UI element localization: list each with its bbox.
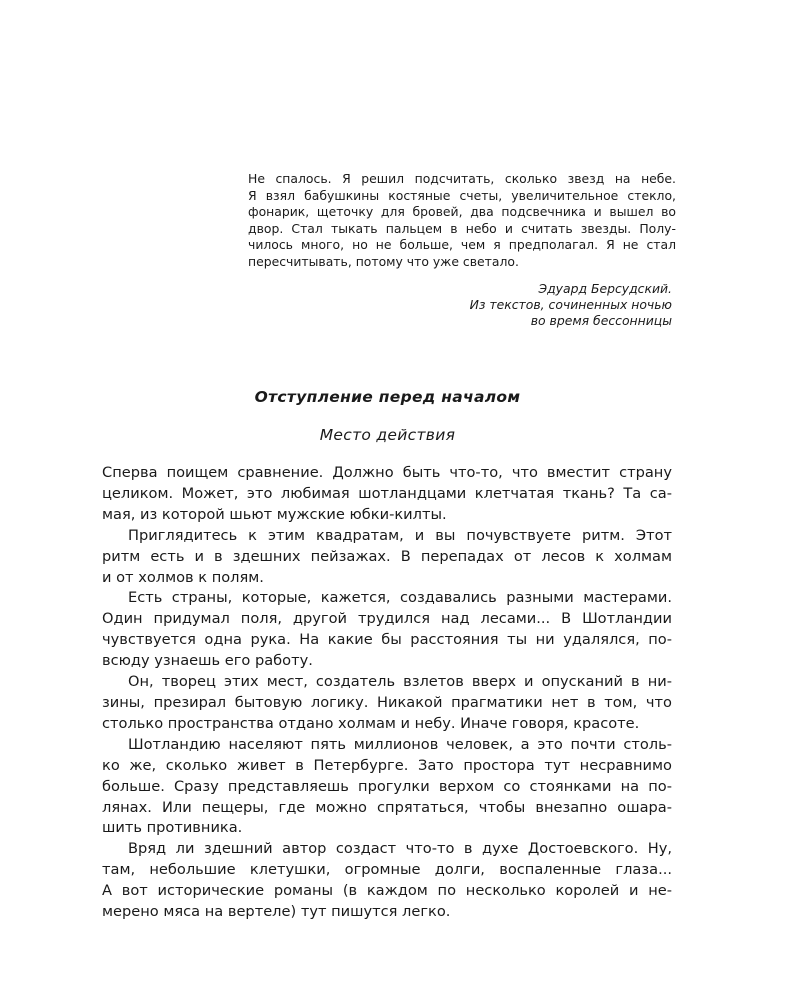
- body-line: столько пространства отдано холмам и небу. Иначе говоря, красоте.: [102, 714, 640, 732]
- body-line: всюду узнаешь его работу.: [102, 652, 313, 670]
- body-text: [102, 463, 672, 923]
- body-line: там, небольшие клетушки, огромные долги, воспаленные глаза...: [102, 861, 672, 879]
- body-line: целиком. Может, это любимая шотландцами клетчатая ткань? Та са-: [102, 484, 672, 502]
- section-title: Место действия: [319, 426, 456, 444]
- epigraph-attribution: [470, 281, 672, 329]
- attribution-source: Из текстов, сочиненных ночью: [469, 297, 672, 312]
- epigraph-line: двор. Стал тыкать пальцем в небо и считать звезды. Полу-: [248, 220, 676, 236]
- body-line: мерено мяса на вертеле) тут пишутся легко.: [102, 903, 451, 921]
- body-line: больше. Сразу представляешь прогулки верхом со стоянками на по-: [102, 777, 672, 795]
- epigraph-line: пересчитывать, потому что уже светало.: [248, 253, 519, 269]
- attribution-source: во время бессонницы: [530, 313, 672, 328]
- body-line: Вряд ли здешний автор создаст что-то в духе Достоевского. Ну,: [128, 840, 672, 858]
- body-line: шить противника.: [102, 819, 243, 837]
- body-line: Шотландию населяют пять миллионов человек, а это почти столь-: [128, 735, 672, 753]
- body-line: зины, презирал бытовую логику. Никакой прагматики нет в том, что: [102, 693, 672, 711]
- attribution-author: Эдуард Берсудский.: [538, 281, 672, 296]
- body-line: Приглядитесь к этим квадратам, и вы почувствуете ритм. Этот: [128, 526, 672, 544]
- epigraph-line: Я взял бабушкины костяные счеты, увеличительное стекло,: [248, 187, 676, 203]
- body-line: Один придумал поля, другой трудился над лесами... В Шотландии: [102, 610, 672, 628]
- chapter-title: Отступление перед началом: [254, 388, 521, 406]
- epigraph-line: фонарик, щеточку для бровей, два подсвечника и вышел во: [248, 204, 676, 219]
- body-line: А вот исторические романы (в каждом по несколько королей и не-: [102, 882, 672, 900]
- epigraph-line: Не спалось. Я решил подсчитать, сколько звезд на небе.: [248, 171, 676, 186]
- body-line: ко же, сколько живет в Петербурге. Зато простора тут несравнимо: [102, 756, 672, 774]
- epigraph: [248, 171, 676, 270]
- body-line: чувствуется одна рука. На какие бы расстояния ты ни удалялся, по-: [102, 631, 672, 649]
- body-line: Есть страны, которые, кажется, создавались разными мастерами.: [128, 589, 672, 607]
- epigraph-line: чилось много, но не больше, чем я предполагал. Я не стал: [248, 237, 676, 252]
- body-line: Сперва поищем сравнение. Должно быть что-то, что вместит страну: [102, 464, 672, 481]
- body-line: и от холмов к полям.: [102, 568, 264, 586]
- body-line: лянах. Или пещеры, где можно спрятаться, чтобы внезапно ошара-: [102, 798, 672, 816]
- body-line: ритм есть и в здешних пейзажах. В перепадах от лесов к холмам: [102, 547, 672, 565]
- body-line: Он, творец этих мест, создатель взлетов вверх и опусканий в ни-: [128, 673, 672, 691]
- body-line: мая, из которой шьют мужские юбки-килты.: [102, 505, 447, 523]
